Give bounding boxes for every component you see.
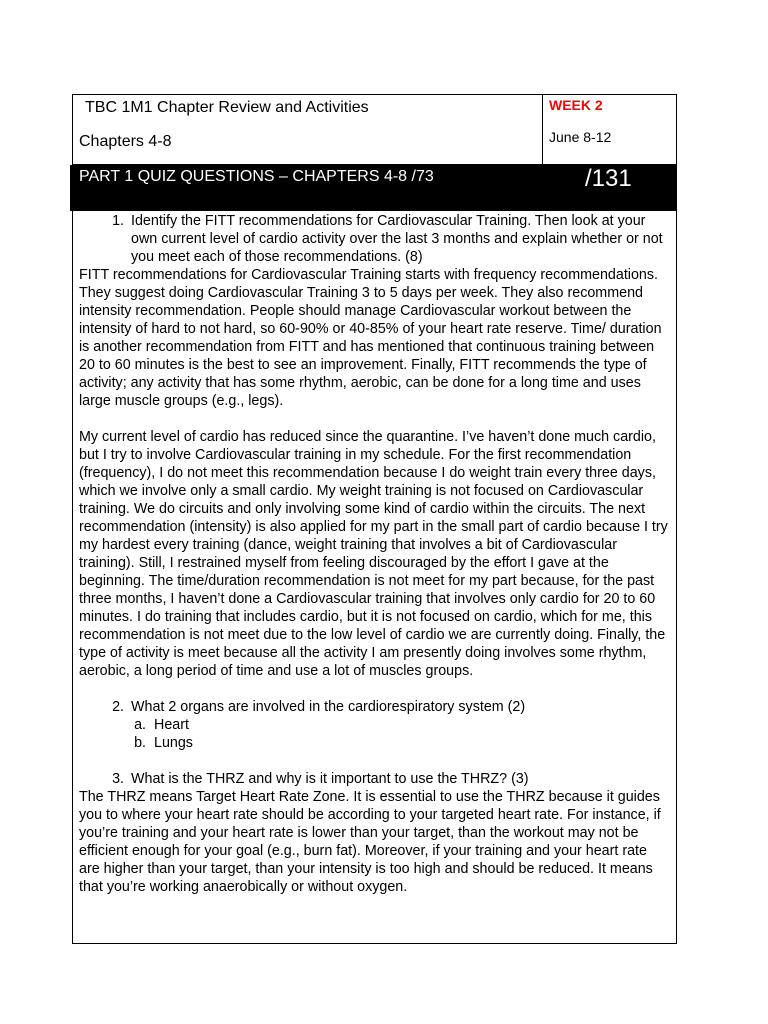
part-bar — [70, 165, 676, 211]
answer-paragraph: The THRZ means Target Heart Rate Zone. It is essential to use the THRZ because it guides you to where your heart rate should be according to your targeted heart rate. For instance, if you’re training and your heart rate is lower than your target, than the workout may not be efficient enough for your goal (e.g., burn fat). Moreover, if your training and your heart rate are higher than your target, than your intensity is too high and should be reduced. It means that you’re working anaerobically or without oxygen. — [79, 789, 661, 895]
question-text: Identify the FITT recommendations for Cardiovascular Training. Then look at your own current level of cardio activity over the last 3 months and explain whether or not you meet each of those recommendations. (8) — [131, 213, 663, 265]
week-dates: June 8-12 — [549, 129, 612, 145]
question-number: 3. — [112, 771, 124, 787]
sub-answer-letter: b. — [134, 735, 146, 751]
question-1 — [79, 212, 671, 266]
question-2 — [79, 698, 671, 716]
course-title: TBC 1M1 Chapter Review and Activities — [85, 99, 369, 116]
week-cell — [543, 95, 676, 165]
question-3 — [79, 770, 671, 788]
answer-paragraph: FITT recommendations for Cardiovascular Training starts with frequency recommendations. They suggest doing Cardiovascular Training 3 to 5 days per week. They also recommend intensity recommendation. People should manage Cardiovascular workout between the intensity of hard to not hard, so 60-90% or 40-85% of your heart rate reserve. Time/ duration is another recommendation from FITT and has mentioned that continuous training between 20 to 60 minutes is the best to see an improvement. Finally, FITT recommends the type of activity; any activity that has some rhythm, aerobic, can be done for a long time and uses large muscle groups (e.g., legs). — [79, 267, 662, 409]
week-label: WEEK 2 — [549, 97, 603, 113]
answer-paragraph: My current level of cardio has reduced since the quarantine. I’ve haven’t done much cardio, but I try to involve Cardiovascular training in my schedule. For the first recommendation (frequency), I do not meet this recommendation because I do weight train every three days, which we involve only a small cardio. My weight training is not focused on Cardiovascular training. We do circuits and only involving some kind of cardio within the circuits. The next recommendation (intensity) is also applied for my part in the small part of cardio because I try my hardest every training (dance, weight training that involves a bit of Cardiovascular training). Still, I restrained myself from feeling discouraged by the effort I gave at the beginning. The time/duration recommendation is not meet for my part because, for the past three months, I haven’t done a Cardiovascular training that involves only cardio for 20 to 60 minutes. I do training that includes cardio, but it is not focused on cardio, which for me, this recommendation is not meet due to the low level of cardio we are currently doing. Finally, the type of activity is meet because all the activity I am presently doing involves some rhythm, aerobic, a long period of time and use a lot of muscles groups. — [79, 429, 668, 679]
sub-answer — [79, 734, 671, 752]
chapters-label: Chapters 4-8 — [79, 133, 172, 150]
questions-content — [79, 212, 671, 896]
sub-answer-letter: a. — [134, 717, 146, 733]
question-text: What is the THRZ and why is it important to use the THRZ? (3) — [131, 771, 529, 787]
part-title: PART 1 QUIZ QUESTIONS – CHAPTERS 4-8 /73 — [79, 168, 434, 185]
question-text: What 2 organs are involved in the cardiorespiratory system (2) — [131, 699, 526, 715]
question-number: 2. — [112, 699, 124, 715]
sub-answer — [79, 716, 671, 734]
question-number: 1. — [112, 213, 124, 229]
sub-answer-text: Heart — [154, 717, 189, 733]
total-score: /131 — [585, 165, 632, 192]
title-cell — [73, 95, 543, 165]
sub-answer-text: Lungs — [154, 735, 193, 751]
header-table — [73, 95, 676, 211]
